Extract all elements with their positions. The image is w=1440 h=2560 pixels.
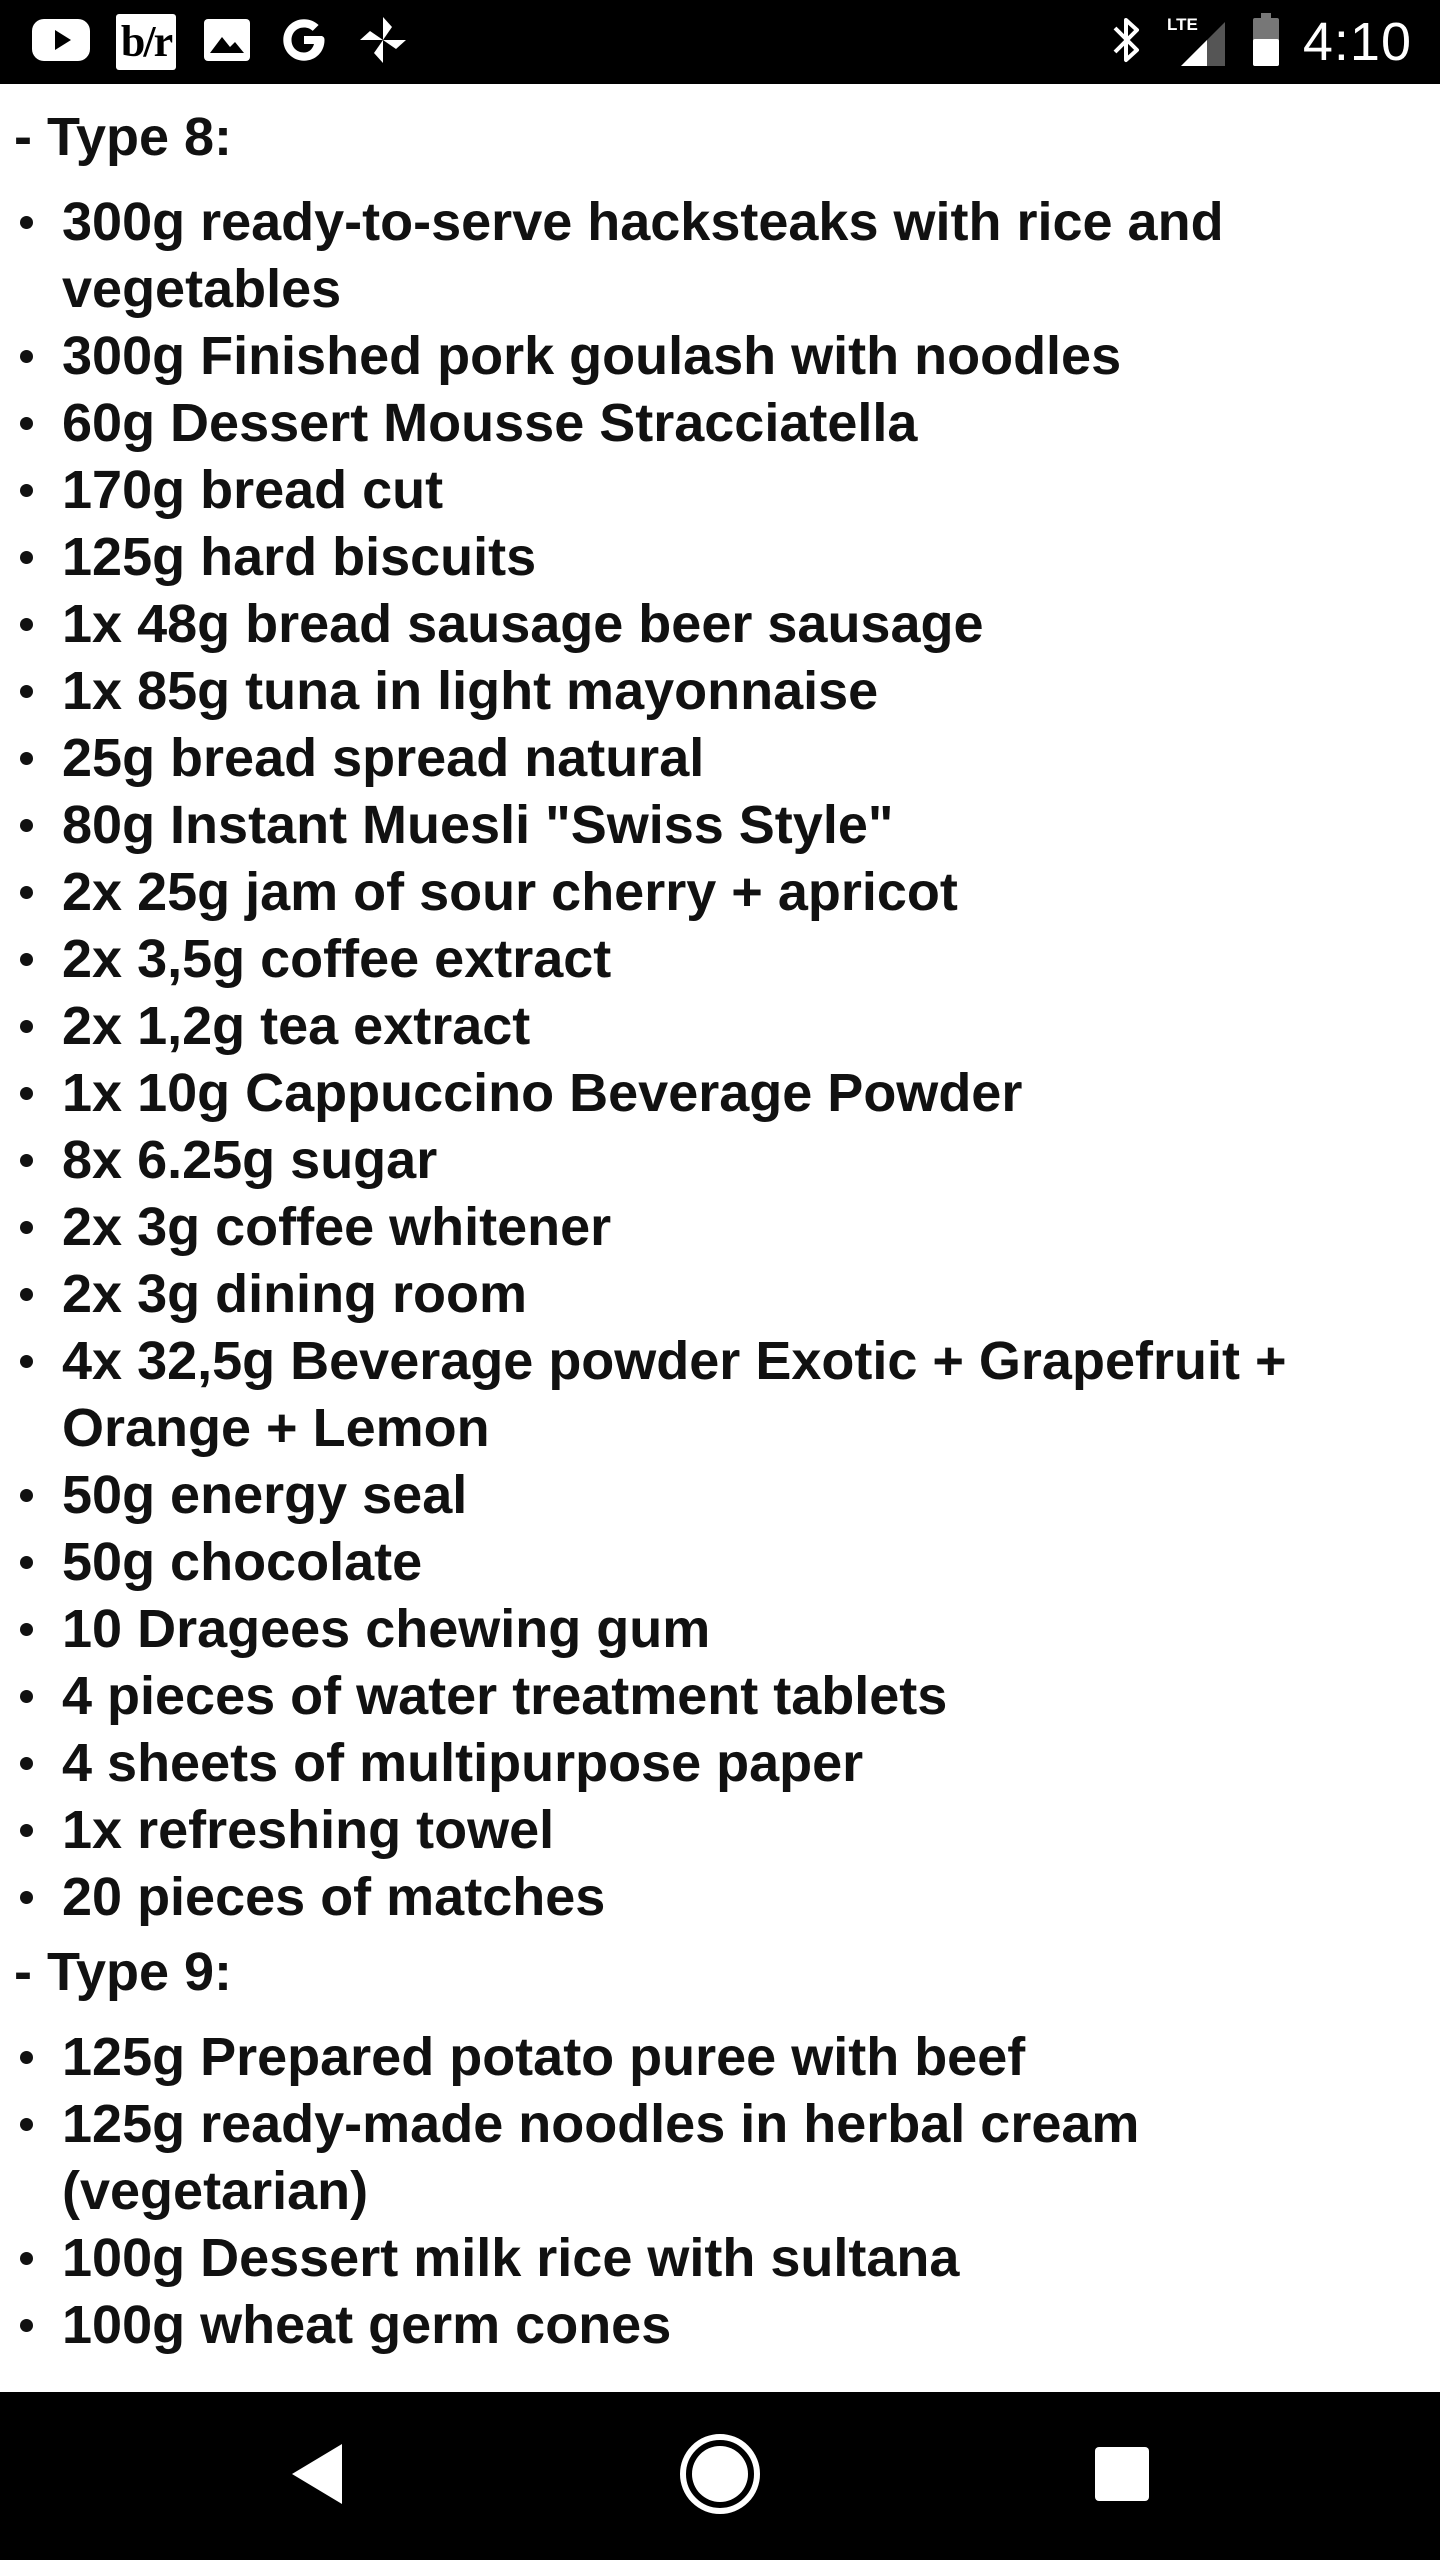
notification-icons: [32, 0, 436, 84]
list-item: 125g ready-made noodles in herbal cream (vegetarian): [0, 2091, 1440, 2225]
list-item: 300g ready-to-serve hacksteaks with rice and vegetables: [0, 189, 1440, 323]
google-icon: [278, 14, 330, 71]
list-item: 1x refreshing towel: [0, 1797, 1440, 1864]
item-list-type-9: [0, 2024, 1440, 2359]
youtube-icon: [32, 19, 90, 66]
list-item: 2x 3g coffee whitener: [0, 1194, 1440, 1261]
recents-button[interactable]: [1080, 2434, 1164, 2518]
section-heading-type-8: - Type 8:: [14, 107, 233, 167]
system-status: [1087, 0, 1412, 84]
list-item: 10 Dragees chewing gum: [0, 1596, 1440, 1663]
list-item: 8x 6.25g sugar: [0, 1127, 1440, 1194]
list-item: 2x 3,5g coffee extract: [0, 926, 1440, 993]
list-item: 1x 85g tuna in light mayonnaise: [0, 658, 1440, 725]
bleacher-report-icon: b/r: [116, 14, 176, 70]
pinwheel-icon: [356, 13, 410, 72]
recents-icon: [1093, 2445, 1151, 2508]
section-heading-type-9: - Type 9:: [14, 1942, 233, 2002]
network-type-label: LTE: [1166, 14, 1198, 34]
list-item: 2x 3g dining room: [0, 1261, 1440, 1328]
list-item: 125g hard biscuits: [0, 524, 1440, 591]
navigation-bar: [0, 2392, 1440, 2560]
list-item: 4 sheets of multipurpose paper: [0, 1730, 1440, 1797]
status-bar: [0, 0, 1440, 84]
article-content[interactable]: [0, 84, 1440, 2392]
back-button[interactable]: [276, 2434, 360, 2518]
list-item: 100g Dessert milk rice with sultana: [0, 2225, 1440, 2292]
item-list-type-8: [0, 189, 1440, 1931]
clock: 4:10: [1302, 12, 1412, 72]
list-item: 2x 1,2g tea extract: [0, 993, 1440, 1060]
list-item: 50g chocolate: [0, 1529, 1440, 1596]
home-icon: [678, 2432, 762, 2521]
list-item: 1x 48g bread sausage beer sausage: [0, 591, 1440, 658]
list-item: 4 pieces of water treatment tablets: [0, 1663, 1440, 1730]
bluetooth-icon: [1109, 14, 1143, 71]
list-item: 80g Instant Muesli "Swiss Style": [0, 792, 1440, 859]
lte-signal-icon: [1165, 12, 1229, 73]
list-item: 170g bread cut: [0, 457, 1440, 524]
list-item: 50g energy seal: [0, 1462, 1440, 1529]
home-button[interactable]: [678, 2434, 762, 2518]
list-item: 1x 10g Cappuccino Beverage Powder: [0, 1060, 1440, 1127]
list-item: 300g Finished pork goulash with noodles: [0, 323, 1440, 390]
list-item: 100g wheat germ cones: [0, 2292, 1440, 2359]
list-item: 4x 32,5g Beverage powder Exotic + Grapefruit + Orange + Lemon: [0, 1328, 1440, 1462]
list-item: 20 pieces of matches: [0, 1864, 1440, 1931]
list-item: 60g Dessert Mousse Stracciatella: [0, 390, 1440, 457]
battery-icon: [1251, 13, 1281, 72]
image-icon: [202, 17, 252, 68]
back-icon: [288, 2440, 348, 2513]
list-item: 125g Prepared potato puree with beef: [0, 2024, 1440, 2091]
list-item: 25g bread spread natural: [0, 725, 1440, 792]
list-item: 2x 25g jam of sour cherry + apricot: [0, 859, 1440, 926]
